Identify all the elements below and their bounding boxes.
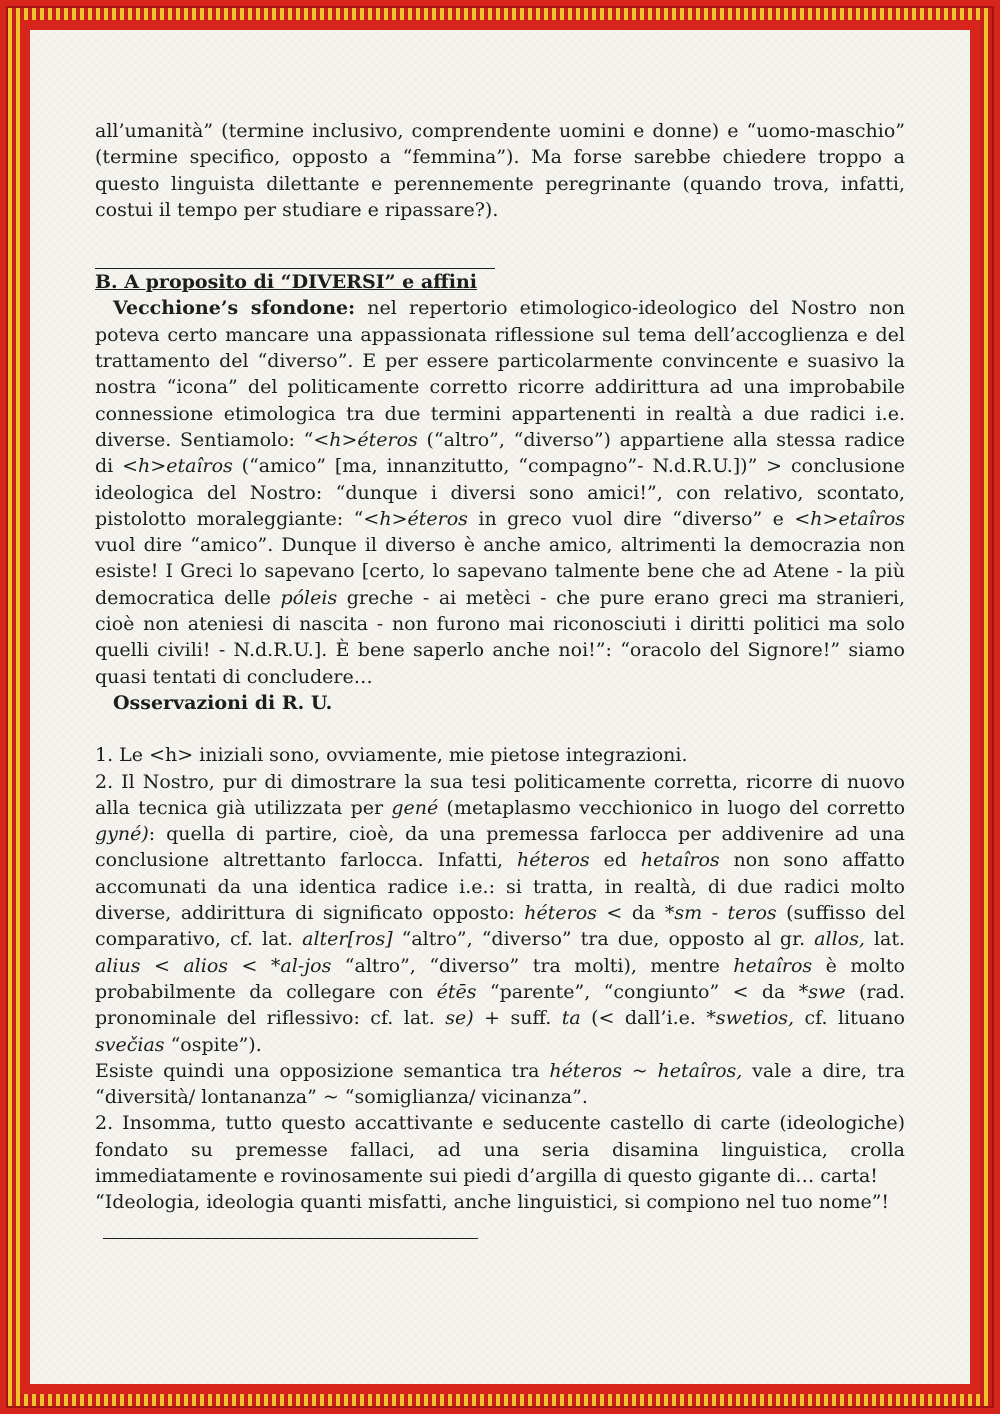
italic-term: alios (183, 954, 229, 977)
text-span: 2. Il Nostro, pur di dimostrare la sua tesi politicamente corretta, ricorre di nuovo alla tecnica già utilizzata per (95, 770, 905, 819)
italic-term: *swe (798, 980, 846, 1003)
closing-quote: “Ideologia, ideologia quanti misfatti, anche linguistici, si compiono nel tuo nome”! (95, 1191, 890, 1214)
italic-term: <h>éteros (313, 428, 418, 451)
intro-paragraph: all’umanità” (termine inclusivo, comprendente uomini e donne) e “uomo-maschio” (termine specifico, opposto a “femmina”). Ma forse sarebbe chiedere troppo a questo linguista dilettante e perennemente peregrinante (quando trova, infatti, costui il tempo per studiare e ripassare?). (95, 120, 905, 221)
text-span: : quella di partire, cioè, da una premessa farlocca per addivenire ad una conclusione altrettanto farlocca. Infatti, (95, 823, 905, 872)
text-span: nel repertorio etimologico-ideologico del Nostro non poteva certo mancare una appassionata riflessione sul tema dell’accoglienza e del trattamento del “diverso”. E per essere particolarmente convincente e suasivo la nostra “icona” del politicamente corretto ricorre addirittura ad una improbabile connessione etimologica tra due termini appartenenti in realtà a due radici i.e. diverse. Sentiamolo: “ (95, 297, 905, 451)
italic-term: póleis (280, 586, 338, 609)
text-span: (< dall’i.e. (580, 1007, 707, 1030)
text-span: cf. lituano (794, 1007, 905, 1030)
italic-term: allos, (814, 928, 865, 951)
italic-term: gené (391, 796, 439, 819)
text-span: < (140, 954, 184, 977)
text-span: lat. (864, 928, 906, 951)
text-span: ed (589, 849, 641, 872)
observation-3 (95, 1058, 905, 1111)
text-span: (“altro”, “diverso”) appartiene alla stessa radice di (95, 428, 905, 478)
italic-term: *al-jos (270, 954, 332, 977)
text-span: non sono affatto accomunati da una identica radice i.e.: si tratta, in realtà, di due radici molto diverse, addirittura di significato opposto: (95, 849, 905, 925)
italic-term: se) (445, 1007, 474, 1030)
observation-4: 2. Insomma, tutto questo accattivante e seducente castello di carte (ideologiche) fondato su premesse fallaci, ad una seria disamina linguistica, crolla immediatamente e rovinosamente sui piedi d’argilla di questo gigante di… carta! (95, 1112, 905, 1187)
italic-term: hetaîros (640, 849, 720, 872)
text-span: è molto probabilmente da collegare con (95, 954, 905, 1003)
text-span: vale a dire, tra “diversità/ lontananza” ~ “somiglianza/ vicinanza”. (95, 1059, 905, 1109)
text-span: (suffisso del comparativo, cf. lat. (95, 902, 906, 951)
italic-term: alter[ros] (302, 928, 393, 951)
italic-term: alius (95, 954, 141, 977)
section-heading: B. A proposito di “DIVERSI” e affini (95, 271, 477, 294)
document-body (95, 118, 905, 1239)
text-span: < da (596, 902, 665, 925)
text-span: < (228, 954, 271, 977)
text-span: (metaplasmo vecchionico in luogo del corretto (438, 796, 906, 819)
text-span: “parente”, “congiunto” < da (476, 980, 799, 1003)
italic-term: <h>etaîros (794, 507, 906, 530)
text-span: Esiste quindi una opposizione semantica tra (95, 1059, 550, 1082)
italic-term: héteros (517, 849, 590, 872)
text-span: (“amico” [ma, innanzitutto, “compagno”- N.d.R.U.])” > conclusione ideologica del Nostro: “dunque i diversi sono amici!”, con relativo, scontato, pistolotto moraleggiante: “ (95, 455, 906, 530)
italic-term: <h>etaîros (122, 455, 233, 478)
observations-title: Osservazioni di R. U. (113, 691, 333, 714)
lead-bold: Vecchione’s sfondone: (113, 297, 356, 320)
italic-term: héteros (524, 902, 597, 925)
italic-term: *swetios, (706, 1007, 795, 1030)
text-span: (rad. pronominale del riflessivo: cf. lat. (95, 980, 905, 1030)
observation-1: 1. Le <h> iniziali sono, ovviamente, mie pietose integrazioni. (95, 744, 688, 767)
italic-term: gyné) (95, 823, 149, 846)
italic-term: hetaîros (733, 954, 813, 977)
text-span: “altro”, “diverso” tra molti), mentre (331, 954, 734, 977)
text-span: in greco vuol dire “diverso” e (467, 507, 795, 530)
text-span: “ospite”). (164, 1033, 262, 1056)
text-span: greche - ai metèci - che pure erano greci ma stranieri, cioè non ateniesi di nascita - non furono mai riconosciuti i diritti politici ma solo quelli civili! - N.d.R.U.]. È bene saperlo anche noi!”: “oracolo del Signore!” siamo quasi tentati di concludere… (95, 586, 905, 688)
lead-paragraph (95, 295, 905, 689)
text-span: + suff. (473, 1007, 562, 1030)
separator-line (103, 1238, 478, 1239)
observations-list (95, 742, 905, 1215)
italic-term: ta (561, 1007, 581, 1030)
italic-term: svečias (95, 1033, 165, 1056)
observation-2 (95, 769, 905, 1058)
italic-term: héteros ~ hetaîros, (549, 1059, 743, 1082)
italic-term: <h>éteros (363, 507, 468, 530)
text-span: “altro”, “diverso” tra due, opposto al gr. (392, 928, 815, 951)
text-span: vuol dire “amico”. Dunque il diverso è anche amico, altrimenti la democrazia non esiste! I Greci lo sapevano [certo, lo sapevano talmente bene che ad Atene - la più democratica delle (95, 534, 905, 609)
italic-term: *sm - teros (664, 902, 777, 925)
italic-term: étēs (436, 980, 477, 1003)
